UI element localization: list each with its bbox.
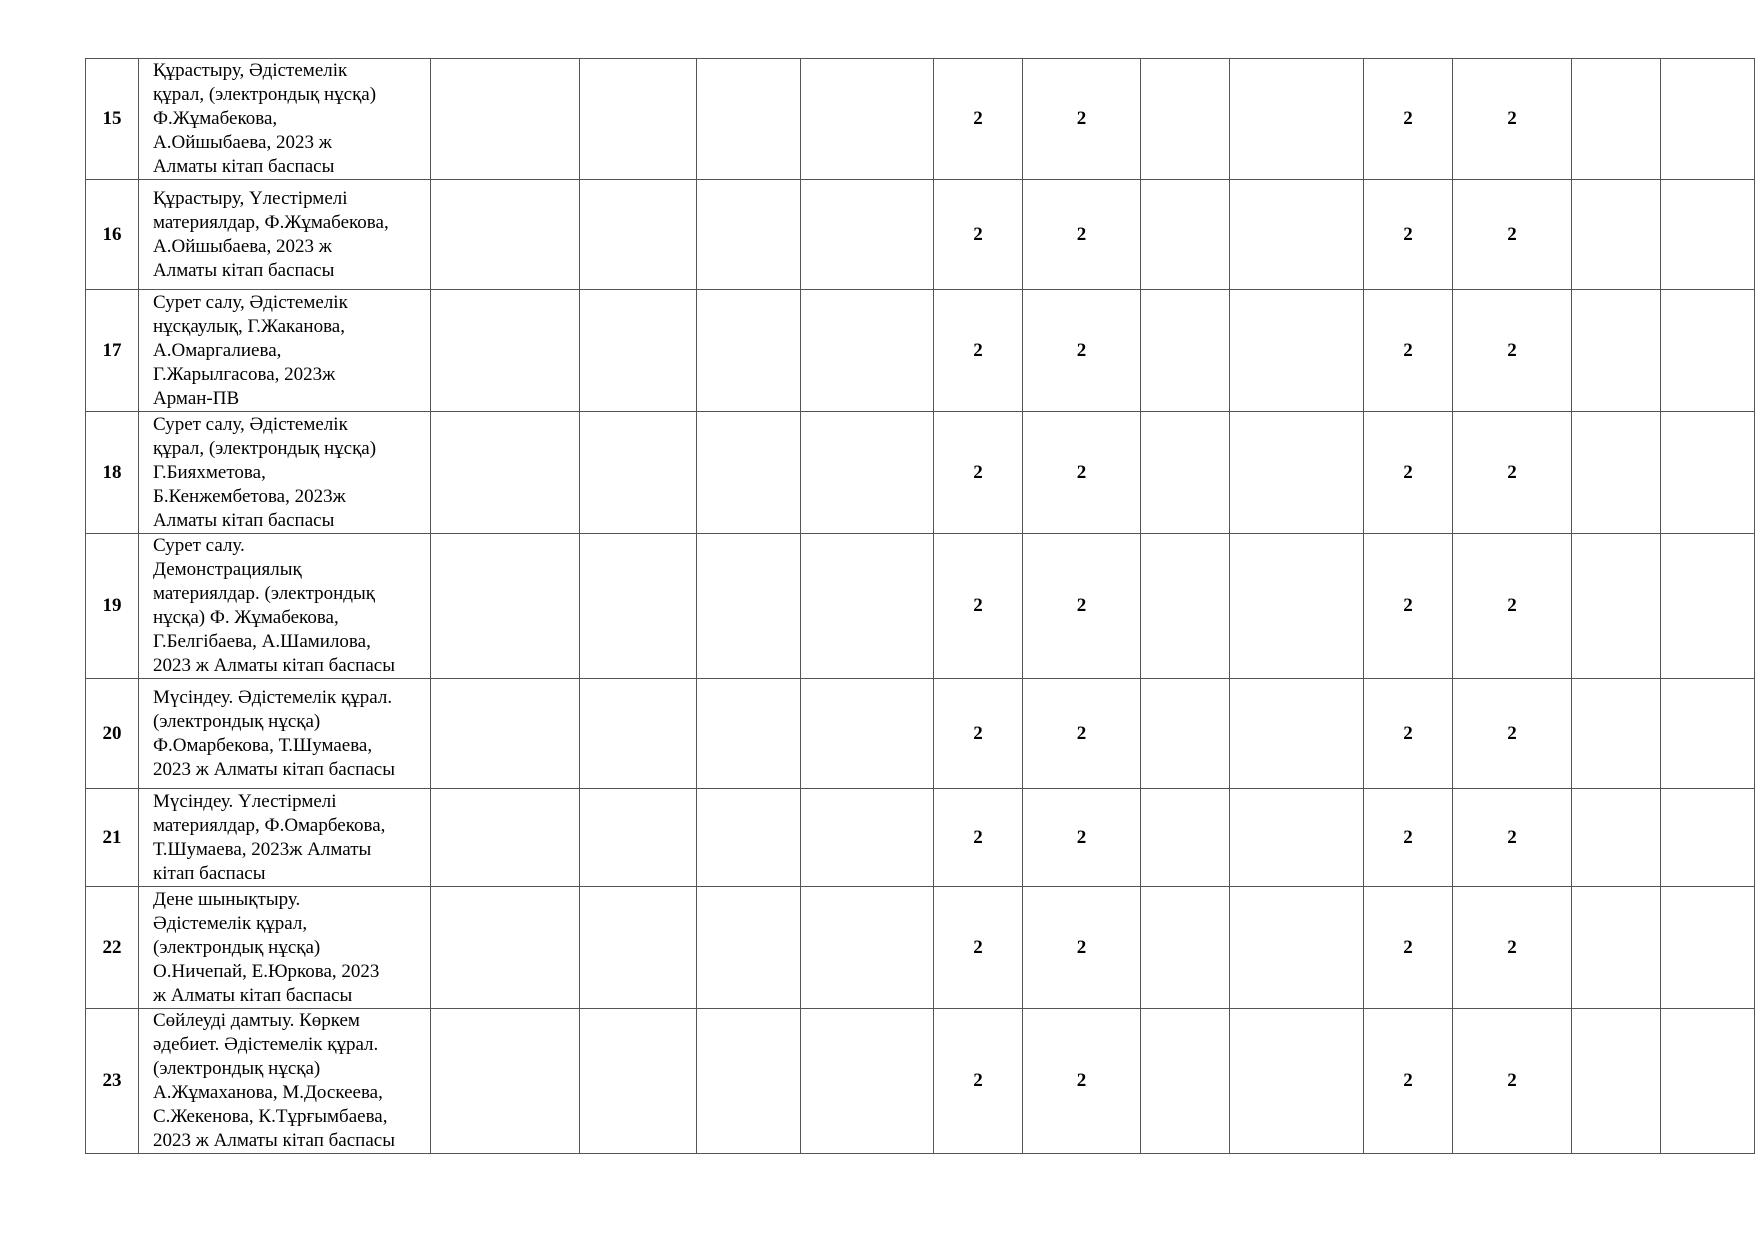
value-cell <box>697 59 801 180</box>
value-cell <box>431 789 580 887</box>
value-cell <box>580 290 697 412</box>
value-cell: 2 <box>1023 290 1141 412</box>
table-row <box>86 887 1755 1009</box>
row-number: 18 <box>86 412 139 534</box>
value-cell <box>1141 534 1230 679</box>
value-cell <box>1572 290 1661 412</box>
value-cell: 2 <box>1453 887 1572 1009</box>
value-cell <box>1661 1009 1755 1154</box>
value-cell <box>1141 1009 1230 1154</box>
table-row <box>86 1009 1755 1154</box>
row-number: 23 <box>86 1009 139 1154</box>
table-row <box>86 534 1755 679</box>
value-cell <box>697 1009 801 1154</box>
value-cell: 2 <box>1453 789 1572 887</box>
value-cell: 2 <box>934 180 1023 290</box>
value-cell <box>801 412 934 534</box>
value-cell <box>431 59 580 180</box>
value-cell <box>1230 789 1364 887</box>
value-cell: 2 <box>1023 1009 1141 1154</box>
value-cell: 2 <box>1364 1009 1453 1154</box>
row-description: Сурет салу. Демонстрациялық материялдар. (электрондық нұсқа) Ф. Жұмабекова, Г.Белгібаева, А.Шамилова, 2023 ж Алматы кітап баспасы <box>139 534 431 679</box>
row-number: 21 <box>86 789 139 887</box>
value-cell <box>697 679 801 789</box>
value-cell <box>1230 1009 1364 1154</box>
value-cell: 2 <box>1453 679 1572 789</box>
value-cell: 2 <box>1453 534 1572 679</box>
value-cell <box>697 534 801 679</box>
value-cell: 2 <box>1364 679 1453 789</box>
value-cell: 2 <box>1453 180 1572 290</box>
value-cell: 2 <box>1453 412 1572 534</box>
value-cell: 2 <box>934 534 1023 679</box>
value-cell <box>1141 59 1230 180</box>
row-description: Дене шынықтыру. Әдістемелік құрал, (электрондық нұсқа) О.Ничепай, Е.Юркова, 2023 ж Алматы кітап баспасы <box>139 887 431 1009</box>
value-cell: 2 <box>934 679 1023 789</box>
table-row <box>86 290 1755 412</box>
value-cell: 2 <box>1364 789 1453 887</box>
value-cell: 2 <box>934 59 1023 180</box>
value-cell <box>1572 412 1661 534</box>
value-cell: 2 <box>1023 180 1141 290</box>
value-cell <box>1230 412 1364 534</box>
value-cell <box>801 789 934 887</box>
value-cell <box>697 887 801 1009</box>
value-cell <box>1572 789 1661 887</box>
value-cell <box>431 290 580 412</box>
value-cell: 2 <box>934 290 1023 412</box>
row-description: Құрастыру, Әдістемелік құрал, (электрондық нұсқа) Ф.Жұмабекова, А.Ойшыбаева, 2023 ж Алматы кітап баспасы <box>139 59 431 180</box>
value-cell <box>580 887 697 1009</box>
value-cell <box>1661 180 1755 290</box>
value-cell: 2 <box>1364 534 1453 679</box>
value-cell <box>801 1009 934 1154</box>
value-cell: 2 <box>934 887 1023 1009</box>
value-cell <box>1141 789 1230 887</box>
value-cell <box>1661 534 1755 679</box>
value-cell <box>431 887 580 1009</box>
table-row <box>86 59 1755 180</box>
row-number: 20 <box>86 679 139 789</box>
value-cell <box>801 534 934 679</box>
value-cell <box>431 412 580 534</box>
value-cell: 2 <box>1364 412 1453 534</box>
value-cell: 2 <box>1364 887 1453 1009</box>
value-cell: 2 <box>1364 59 1453 180</box>
value-cell <box>697 412 801 534</box>
value-cell <box>801 290 934 412</box>
row-description: Сөйлеуді дамтыу. Көркем әдебиет. Әдістемелік құрал. (электрондық нұсқа) А.Жұмаханова, М.Доскеева, С.Жекенова, К.Тұрғымбаева, 2023 ж Алматы кітап баспасы <box>139 1009 431 1154</box>
value-cell <box>1230 290 1364 412</box>
value-cell <box>1572 534 1661 679</box>
value-cell <box>580 679 697 789</box>
value-cell: 2 <box>1453 59 1572 180</box>
row-description: Құрастыру, Үлестірмелі материялдар, Ф.Жұмабекова, А.Ойшыбаева, 2023 ж Алматы кітап баспасы <box>139 180 431 290</box>
value-cell <box>1572 1009 1661 1154</box>
value-cell <box>580 59 697 180</box>
value-cell: 2 <box>934 412 1023 534</box>
resource-table <box>85 58 1755 1154</box>
value-cell: 2 <box>1453 290 1572 412</box>
value-cell <box>697 789 801 887</box>
value-cell <box>580 789 697 887</box>
value-cell <box>580 534 697 679</box>
value-cell <box>1141 180 1230 290</box>
value-cell <box>1661 887 1755 1009</box>
value-cell <box>1141 887 1230 1009</box>
value-cell <box>1141 412 1230 534</box>
table-row <box>86 180 1755 290</box>
value-cell: 2 <box>1023 887 1141 1009</box>
value-cell <box>1661 59 1755 180</box>
value-cell <box>1230 679 1364 789</box>
table-row <box>86 679 1755 789</box>
row-number: 19 <box>86 534 139 679</box>
table-row <box>86 412 1755 534</box>
value-cell <box>1141 290 1230 412</box>
value-cell <box>431 534 580 679</box>
value-cell: 2 <box>1364 290 1453 412</box>
value-cell: 2 <box>1364 180 1453 290</box>
row-description: Мүсіндеу. Әдістемелік құрал. (электрондық нұсқа) Ф.Омарбекова, Т.Шумаева, 2023 ж Алматы кітап баспасы <box>139 679 431 789</box>
value-cell <box>1230 887 1364 1009</box>
value-cell <box>1230 59 1364 180</box>
value-cell <box>1661 412 1755 534</box>
value-cell <box>580 1009 697 1154</box>
value-cell <box>801 180 934 290</box>
value-cell <box>1661 290 1755 412</box>
value-cell <box>801 679 934 789</box>
value-cell <box>1572 679 1661 789</box>
value-cell <box>580 412 697 534</box>
row-number: 16 <box>86 180 139 290</box>
value-cell: 2 <box>934 789 1023 887</box>
value-cell <box>1230 534 1364 679</box>
value-cell: 2 <box>934 1009 1023 1154</box>
table-row <box>86 789 1755 887</box>
value-cell <box>697 180 801 290</box>
value-cell <box>1661 679 1755 789</box>
value-cell <box>801 887 934 1009</box>
value-cell <box>431 180 580 290</box>
value-cell: 2 <box>1023 789 1141 887</box>
value-cell <box>580 180 697 290</box>
value-cell <box>697 290 801 412</box>
row-number: 22 <box>86 887 139 1009</box>
value-cell <box>1572 59 1661 180</box>
value-cell <box>1572 887 1661 1009</box>
row-number: 17 <box>86 290 139 412</box>
value-cell <box>1661 789 1755 887</box>
value-cell: 2 <box>1023 679 1141 789</box>
value-cell <box>431 1009 580 1154</box>
value-cell: 2 <box>1023 534 1141 679</box>
row-description: Сурет салу, Әдістемелік нұсқаулық, Г.Жаканова, А.Омаргалиева, Г.Жарылгасова, 2023ж Арман-ПВ <box>139 290 431 412</box>
value-cell <box>431 679 580 789</box>
table-body <box>86 59 1755 1154</box>
row-description: Мүсіндеу. Үлестірмелі материялдар, Ф.Омарбекова, Т.Шумаева, 2023ж Алматы кітап баспасы <box>139 789 431 887</box>
value-cell <box>801 59 934 180</box>
row-number: 15 <box>86 59 139 180</box>
value-cell <box>1230 180 1364 290</box>
value-cell <box>1572 180 1661 290</box>
row-description: Сурет салу, Әдістемелік құрал, (электрондық нұсқа) Г.Бияхметова, Б.Кенжембетова, 2023ж Алматы кітап баспасы <box>139 412 431 534</box>
value-cell <box>1141 679 1230 789</box>
value-cell: 2 <box>1023 59 1141 180</box>
value-cell: 2 <box>1023 412 1141 534</box>
value-cell: 2 <box>1453 1009 1572 1154</box>
